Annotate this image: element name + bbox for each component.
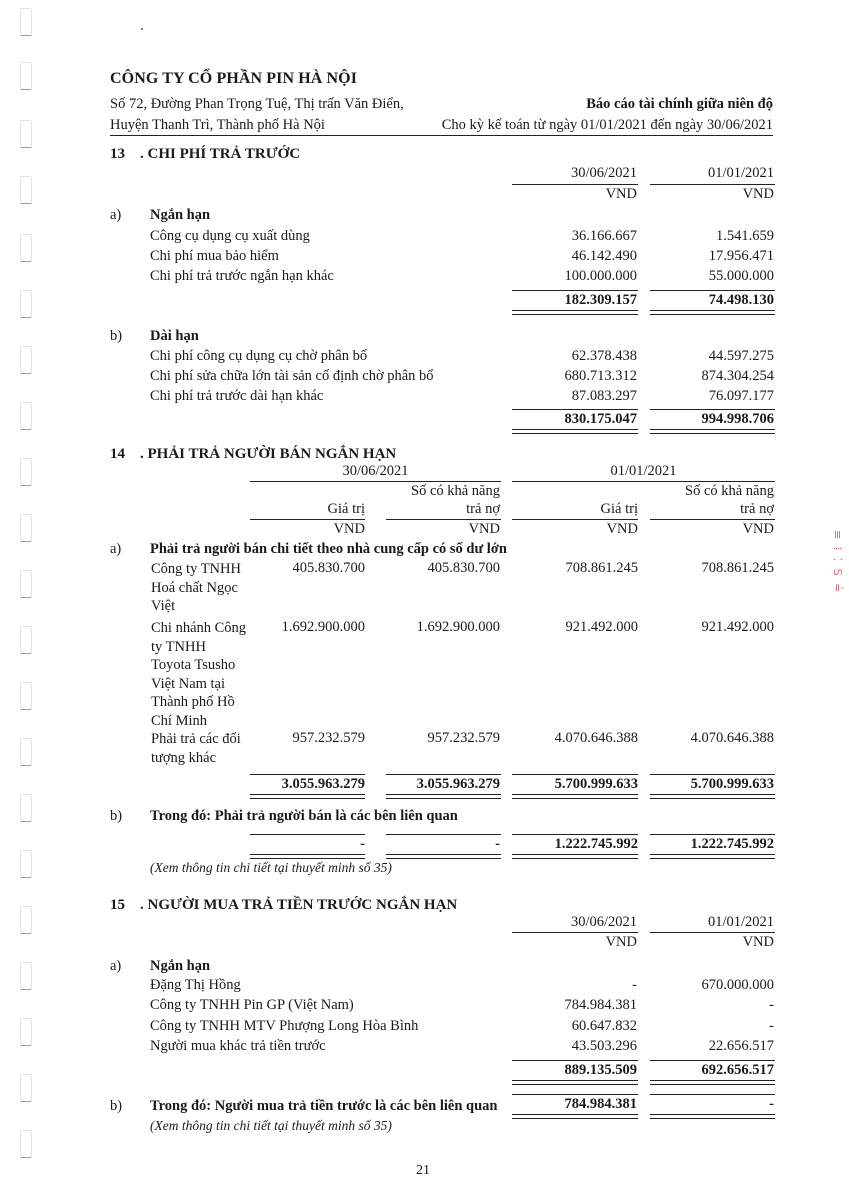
binder-hole <box>20 1074 32 1102</box>
total-double-rule <box>512 794 638 799</box>
row-value: 43.503.296 <box>571 1038 637 1054</box>
binder-hole <box>20 8 32 36</box>
row-value: 22.656.517 <box>708 1038 774 1054</box>
binder-hole <box>20 962 32 990</box>
subtotal-rule <box>512 290 638 291</box>
speck <box>141 28 143 30</box>
vendor-name <box>151 730 251 767</box>
currency-label: VND <box>605 934 637 950</box>
subtotal-value: 5.700.999.633 <box>554 776 638 792</box>
row-value: 957.232.579 <box>427 730 500 746</box>
item-marker: a) <box>110 541 122 557</box>
subtotal-value: 830.175.047 <box>564 411 637 427</box>
row-label: Chi phí mua bảo hiểm <box>150 248 279 264</box>
currency-label: VND <box>606 521 638 537</box>
header-rule <box>650 519 775 520</box>
page-number: 21 <box>416 1163 430 1178</box>
row-value: - <box>632 977 637 993</box>
subsection-heading: Ngắn hạn <box>150 207 211 223</box>
row-label: Công ty TNHH Pin GP (Việt Nam) <box>150 997 354 1013</box>
subtotal-rule <box>650 290 775 291</box>
row-value: 708.861.245 <box>565 560 638 576</box>
vendor-name-line: Phải trả các đối <box>151 731 241 747</box>
binder-hole <box>20 514 32 542</box>
subtotal-rule <box>650 774 775 775</box>
row-value: 1.541.659 <box>716 228 774 244</box>
row-value: 87.083.297 <box>571 388 637 404</box>
red-stamp: ≡ ⁞ ⁚ S ≟ <box>831 530 844 595</box>
report-period: Cho kỳ kế toán từ ngày 01/01/2021 đến ngày 30/06/2021 <box>441 117 773 133</box>
row-value: 76.097.177 <box>708 388 774 404</box>
header-rule <box>512 932 638 933</box>
subtotal-rule <box>512 1094 638 1095</box>
row-value: 17.956.471 <box>708 248 774 264</box>
subsection-heading: Trong đó: Phải trả người bán là các bên liên quan <box>150 808 458 824</box>
row-label: Chi phí công cụ dụng cụ chờ phân bổ <box>150 348 368 364</box>
currency-label: VND <box>742 934 774 950</box>
total-double-rule <box>650 429 775 434</box>
subtotal-rule <box>650 1060 775 1061</box>
header-rule <box>512 184 638 185</box>
row-label: Chi phí sửa chữa lớn tài sản cố định chờ phân bổ <box>150 368 434 384</box>
header-rule <box>650 932 775 933</box>
total-double-rule <box>512 1080 638 1085</box>
row-value: - <box>769 997 774 1013</box>
header-rule <box>250 519 365 520</box>
subsection-heading: Trong đó: Người mua trả tiền trước là các bên liên quan <box>150 1098 498 1114</box>
header-rule <box>386 519 501 520</box>
binder-hole <box>20 906 32 934</box>
header-rule <box>512 519 638 520</box>
subtotal-rule <box>250 774 365 775</box>
vendor-name-line: tượng khác <box>151 749 217 766</box>
period-rule <box>512 481 775 482</box>
period-rule <box>250 481 501 482</box>
period-header: 01/01/2021 <box>610 463 677 479</box>
total-double-rule <box>650 1080 775 1085</box>
row-value: 60.647.832 <box>571 1018 637 1034</box>
subtotal-rule <box>250 834 365 835</box>
row-value: 36.166.667 <box>571 228 637 244</box>
subtotal-value: 692.656.517 <box>701 1062 774 1078</box>
subtotal-rule <box>512 409 638 410</box>
section-title: . PHẢI TRẢ NGƯỜI BÁN NGẮN HẠN <box>140 446 397 462</box>
total-double-rule <box>650 1114 775 1119</box>
subtotal-rule <box>512 1060 638 1061</box>
binder-hole <box>20 1018 32 1046</box>
related-party-value: 784.984.381 <box>564 1096 637 1112</box>
vendor-name-line: Hoá chất Ngọc <box>151 579 238 596</box>
column-header-line2: trả nợ <box>740 501 774 517</box>
address-line-2: Huyện Thanh Trì, Thành phố Hà Nội <box>110 117 325 133</box>
row-value: 921.492.000 <box>565 619 638 635</box>
row-value: 62.378.438 <box>571 348 637 364</box>
row-label: Đặng Thị Hồng <box>150 977 241 993</box>
row-value: 55.000.000 <box>708 268 774 284</box>
row-label: Công cụ dụng cụ xuất dùng <box>150 228 310 244</box>
binder-hole <box>20 850 32 878</box>
binder-hole <box>20 290 32 318</box>
subsection-heading: Dài hạn <box>150 328 199 344</box>
section-number: 14 <box>110 446 125 462</box>
row-value: 405.830.700 <box>427 560 500 576</box>
total-double-rule <box>512 854 638 859</box>
section-number: 13 <box>110 146 125 162</box>
column-header: 01/01/2021 <box>707 165 774 181</box>
row-value: 4.070.646.388 <box>690 730 774 746</box>
item-marker: b) <box>110 808 123 824</box>
binder-hole <box>20 234 32 262</box>
row-label: Công ty TNHH MTV Phượng Long Hòa Bình <box>150 1018 419 1034</box>
row-value: 957.232.579 <box>292 730 365 746</box>
header-divider <box>110 135 773 136</box>
related-party-value: 1.222.745.992 <box>554 836 638 852</box>
subsection-heading: Ngắn hạn <box>150 958 211 974</box>
vendor-name-line: ty TNHH <box>151 638 206 655</box>
row-value: 44.597.275 <box>708 348 774 364</box>
total-double-rule <box>512 429 638 434</box>
related-party-value: - <box>769 1096 774 1112</box>
vendor-name <box>151 560 251 616</box>
currency-label: VND <box>742 521 774 537</box>
binder-hole <box>20 402 32 430</box>
row-value: 921.492.000 <box>701 619 774 635</box>
total-double-rule <box>650 794 775 799</box>
row-value: 405.830.700 <box>292 560 365 576</box>
total-double-rule <box>386 854 501 859</box>
row-value: 100.000.000 <box>564 268 637 284</box>
binder-hole <box>20 682 32 710</box>
currency-label: VND <box>468 521 500 537</box>
vendor-name <box>151 619 251 730</box>
vendor-name-line: Công ty TNHH <box>151 561 241 577</box>
row-value: 670.000.000 <box>701 977 774 993</box>
subtotal-value: 74.498.130 <box>708 292 774 308</box>
binder-holes <box>18 0 34 1200</box>
report-title: Báo cáo tài chính giữa niên độ <box>586 96 773 112</box>
row-label: Người mua khác trả tiền trước <box>150 1038 326 1054</box>
total-double-rule <box>250 854 365 859</box>
item-marker: a) <box>110 958 122 974</box>
subtotal-rule <box>650 834 775 835</box>
subtotal-rule <box>386 774 501 775</box>
section-number: 15 <box>110 897 125 913</box>
footnote: (Xem thông tin chi tiết tại thuyết minh số 35) <box>150 860 392 875</box>
column-header-line2: trả nợ <box>466 501 500 517</box>
subtotal-value: 889.135.509 <box>564 1062 637 1078</box>
footnote: (Xem thông tin chi tiết tại thuyết minh số 35) <box>150 1118 392 1133</box>
header-rule <box>650 184 775 185</box>
row-label: Chi phí trả trước ngắn hạn khác <box>150 268 334 284</box>
binder-hole <box>20 458 32 486</box>
item-marker: a) <box>110 207 122 223</box>
related-party-value: 1.222.745.992 <box>690 836 774 852</box>
column-header-line1: Số có khả năng <box>685 483 774 499</box>
row-label: Chi phí trả trước dài hạn khác <box>150 388 324 404</box>
period-header: 30/06/2021 <box>342 463 409 479</box>
row-value: 46.142.490 <box>571 248 637 264</box>
subtotal-rule <box>650 409 775 410</box>
currency-label: VND <box>742 186 774 202</box>
row-value: 680.713.312 <box>564 368 637 384</box>
vendor-name-line: Toyota Tsusho <box>151 657 236 673</box>
currency-label: VND <box>605 186 637 202</box>
row-value: 708.861.245 <box>701 560 774 576</box>
binder-hole <box>20 738 32 766</box>
subtotal-value: 994.998.706 <box>701 411 774 427</box>
related-party-value: - <box>495 836 500 852</box>
vendor-name-line: Việt <box>151 598 176 614</box>
subtotal-rule <box>650 1094 775 1095</box>
column-header: 01/01/2021 <box>707 914 774 930</box>
binder-hole <box>20 346 32 374</box>
binder-hole <box>20 1130 32 1158</box>
row-value: - <box>769 1018 774 1034</box>
binder-hole <box>20 794 32 822</box>
total-double-rule <box>386 794 501 799</box>
vendor-name-line: Việt Nam tại <box>151 675 226 692</box>
row-value: 1.692.900.000 <box>281 619 365 635</box>
related-party-value: - <box>360 836 365 852</box>
column-header: Giá trị <box>600 501 638 517</box>
row-value: 874.304.254 <box>701 368 774 384</box>
section-title: . NGƯỜI MUA TRẢ TIỀN TRƯỚC NGẮN HẠN <box>140 897 458 913</box>
currency-label: VND <box>333 521 365 537</box>
item-marker: b) <box>110 328 123 344</box>
binder-hole <box>20 570 32 598</box>
column-header: 30/06/2021 <box>570 165 637 181</box>
company-name: CÔNG TY CỔ PHẦN PIN HÀ NỘI <box>110 70 358 87</box>
subsection-heading: Phải trả người bán chi tiết theo nhà cung cấp có số dư lớn <box>150 541 507 557</box>
binder-hole <box>20 626 32 654</box>
subtotal-rule <box>512 834 638 835</box>
vendor-name-line: Thành phố Hồ <box>151 694 235 710</box>
address-line-1: Số 72, Đường Phan Trọng Tuệ, Thị trấn Văn Điển, <box>110 96 404 112</box>
total-double-rule <box>512 310 638 315</box>
binder-hole <box>20 120 32 148</box>
row-value: 784.984.381 <box>564 997 637 1013</box>
subtotal-value: 3.055.963.279 <box>416 776 500 792</box>
row-value: 4.070.646.388 <box>554 730 638 746</box>
vendor-name-line: Chi nhánh Công <box>151 620 247 636</box>
column-header: 30/06/2021 <box>570 914 637 930</box>
column-header: Giá trị <box>327 501 365 517</box>
section-title: . CHI PHÍ TRẢ TRƯỚC <box>140 146 301 162</box>
subtotal-value: 182.309.157 <box>564 292 637 308</box>
total-double-rule <box>650 854 775 859</box>
total-double-rule <box>512 1114 638 1119</box>
subtotal-rule <box>386 834 501 835</box>
binder-hole <box>20 62 32 90</box>
vendor-name-line: Chí Minh <box>151 712 207 729</box>
binder-hole <box>20 176 32 204</box>
column-header-line1: Số có khả năng <box>411 483 500 499</box>
subtotal-rule <box>512 774 638 775</box>
subtotal-value: 3.055.963.279 <box>281 776 365 792</box>
row-value: 1.692.900.000 <box>416 619 500 635</box>
total-double-rule <box>250 794 365 799</box>
item-marker: b) <box>110 1098 123 1114</box>
subtotal-value: 5.700.999.633 <box>690 776 774 792</box>
total-double-rule <box>650 310 775 315</box>
